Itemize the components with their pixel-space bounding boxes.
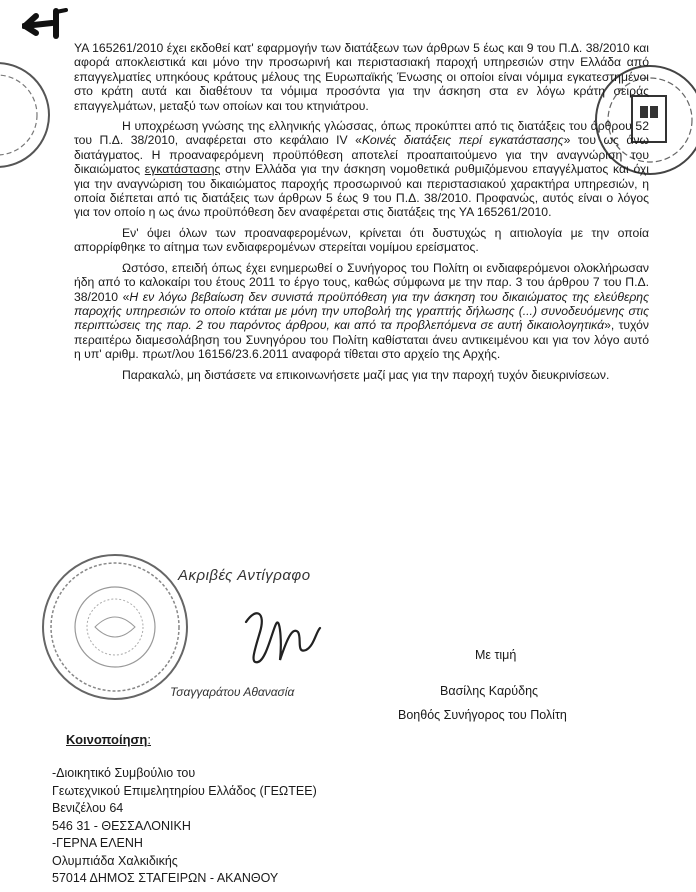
partial-stamp-left-icon — [0, 50, 52, 180]
cc-heading: Κοινοποίηση: — [66, 732, 151, 747]
paragraph-4: Ωστόσο, επειδή όπως έχει ενημερωθεί ο Συνήγορος του Πολίτη οι ενδιαφερόμενοι ολοκλήρωσαν ήδη από το καλοκαίρι του έτους 2011 το έργο τους, καθώς σύμφωνα με την παρ. 3 του άρθρου 7 του Π.Δ. 38/2010 «Η εν λόγω βεβαίωση δεν συνιστά προϋπόθεση για την άσκηση του δικαιώματος της ελεύθερης παροχής υπηρεσιών το οποίο κτάται με μόνη την υποβολή της γραπτής δήλωσης (...) συνοδευόμενης στις περιπτώσεις της παρ. 2 του παρόντος άρθρου, και από τα προβλεπόμενα σε αυτή δικαιολογητικά», τυχόν περαιτέρω διαμεσολάβηση του Συνηγόρου του Πολίτη καθίσταται άνευ αντικειμένου και για τον λόγο αυτό η υπ' αριθμ. πρωτ/λου 16156/23.6.2011 αναφορά τίθεται στο αρχείο της Αρχής. — [74, 260, 649, 362]
letter-body — [74, 41, 649, 388]
paragraph-1: ΥΑ 165261/2010 έχει εκδοθεί κατ' εφαρμογήν των διατάξεων των άρθρων 5 έως και 9 του Π.Δ. 38/2010 και αφορά αποκλειστικά και μόνο την προσωρινή και περιστασιακή παροχή υπηρεσιών στην Ελλάδα από επαγγελματίες υπηκόους κράτους μέλους της Ευρωπαϊκής Ένωσης οι οποίοι είναι νόμιμα εγκατεστημένοι στο κράτη αυτά και διαθέτουν τα νόμιμα προσόντα για την άσκηση στα εν λόγω κράτη σειράς επαγγελμάτων, μεταξύ των οποίων και του κτηνιάτρου. — [74, 41, 649, 113]
handwritten-arrow-mark-icon — [22, 6, 70, 40]
signer-name: Βασίλης Καρύδης — [440, 684, 539, 698]
cc-line: 57014 ΔΗΜΟΣ ΣΤΑΓΕΙΡΩΝ - ΑΚΑΝΘΟΥ — [52, 871, 279, 885]
round-seal-stamp-icon — [40, 552, 190, 702]
cc-recipient-list — [52, 765, 317, 888]
handwritten-signature-icon — [236, 602, 326, 677]
cc-line: 546 31 - ΘΕΣΣΑΛΟΝΙΚΗ — [52, 818, 191, 833]
closing-phrase: Με τιμή — [475, 648, 517, 662]
signer-title: Βοηθός Συνήγορος του Πολίτη — [398, 708, 567, 722]
certified-copy-stamp-label: Ακριβές Αντίγραφο — [178, 567, 311, 584]
cc-line: -ΓΕΡΝΑ ΕΛΕΝΗ — [52, 836, 143, 850]
paragraph-2: Η υποχρέωση γνώσης της ελληνικής γλώσσας, όπως προκύπτει από τις διατάξεις του άρθρου 52 του Π.Δ. 38/2010, αναφέρεται στο κεφάλαιο IV «Κοινές διατάξεις περί εγκατάστασης» του ως άνω διατάγματος. Η προαναφερόμενη προϋπόθεση αποτελεί προαπαιτούμενο για την αναγνώριση του δικαιώματος εγκατάστασης στην Ελλάδα για την άσκηση νομοθετικά ρυθμιζόμενου επαγγέλματος και όχι για την αναγνώριση του δικαιώματος παροχής προσωρινού και περιστασιακού χαρακτήρα υπηρεσιών, η οποία διέπεται από τις διατάξεις των άρθρων 5 έως 9 του Π.Δ. 38/2010. Προφανώς, αυτός είναι ο λόγος για τον οποίο η ως άνω προϋπόθεση δεν αναφέρεται στις διατάξεις της ΥΑ 165261/2010. — [74, 119, 649, 220]
cc-line: Γεωτεχνικού Επιμελητηρίου Ελλάδος (ΓΕΩΤΕΕ) — [52, 783, 317, 798]
certifier-name: Τσαγγαράτου Αθανασία — [170, 685, 295, 699]
paragraph-3: Εν' όψει όλων των προαναφερομένων, κρίνεται ότι δυστυχώς η αιτιολογία με την οποία απορρίφθηκε το αίτημα των ενδιαφερομένων στερείται νομίμου ερείσματος. — [74, 225, 649, 255]
cc-line: Ολυμπιάδα Χαλκιδικής — [52, 853, 178, 868]
paragraph-5: Παρακαλώ, μη διστάσετε να επικοινωνήσετε μαζί μας για την παροχή τυχόν διευκρινίσεων. — [122, 367, 610, 382]
cc-line: -Διοικητικό Συμβούλιο του — [52, 766, 196, 780]
cc-line: Βενιζέλου 64 — [52, 801, 124, 815]
